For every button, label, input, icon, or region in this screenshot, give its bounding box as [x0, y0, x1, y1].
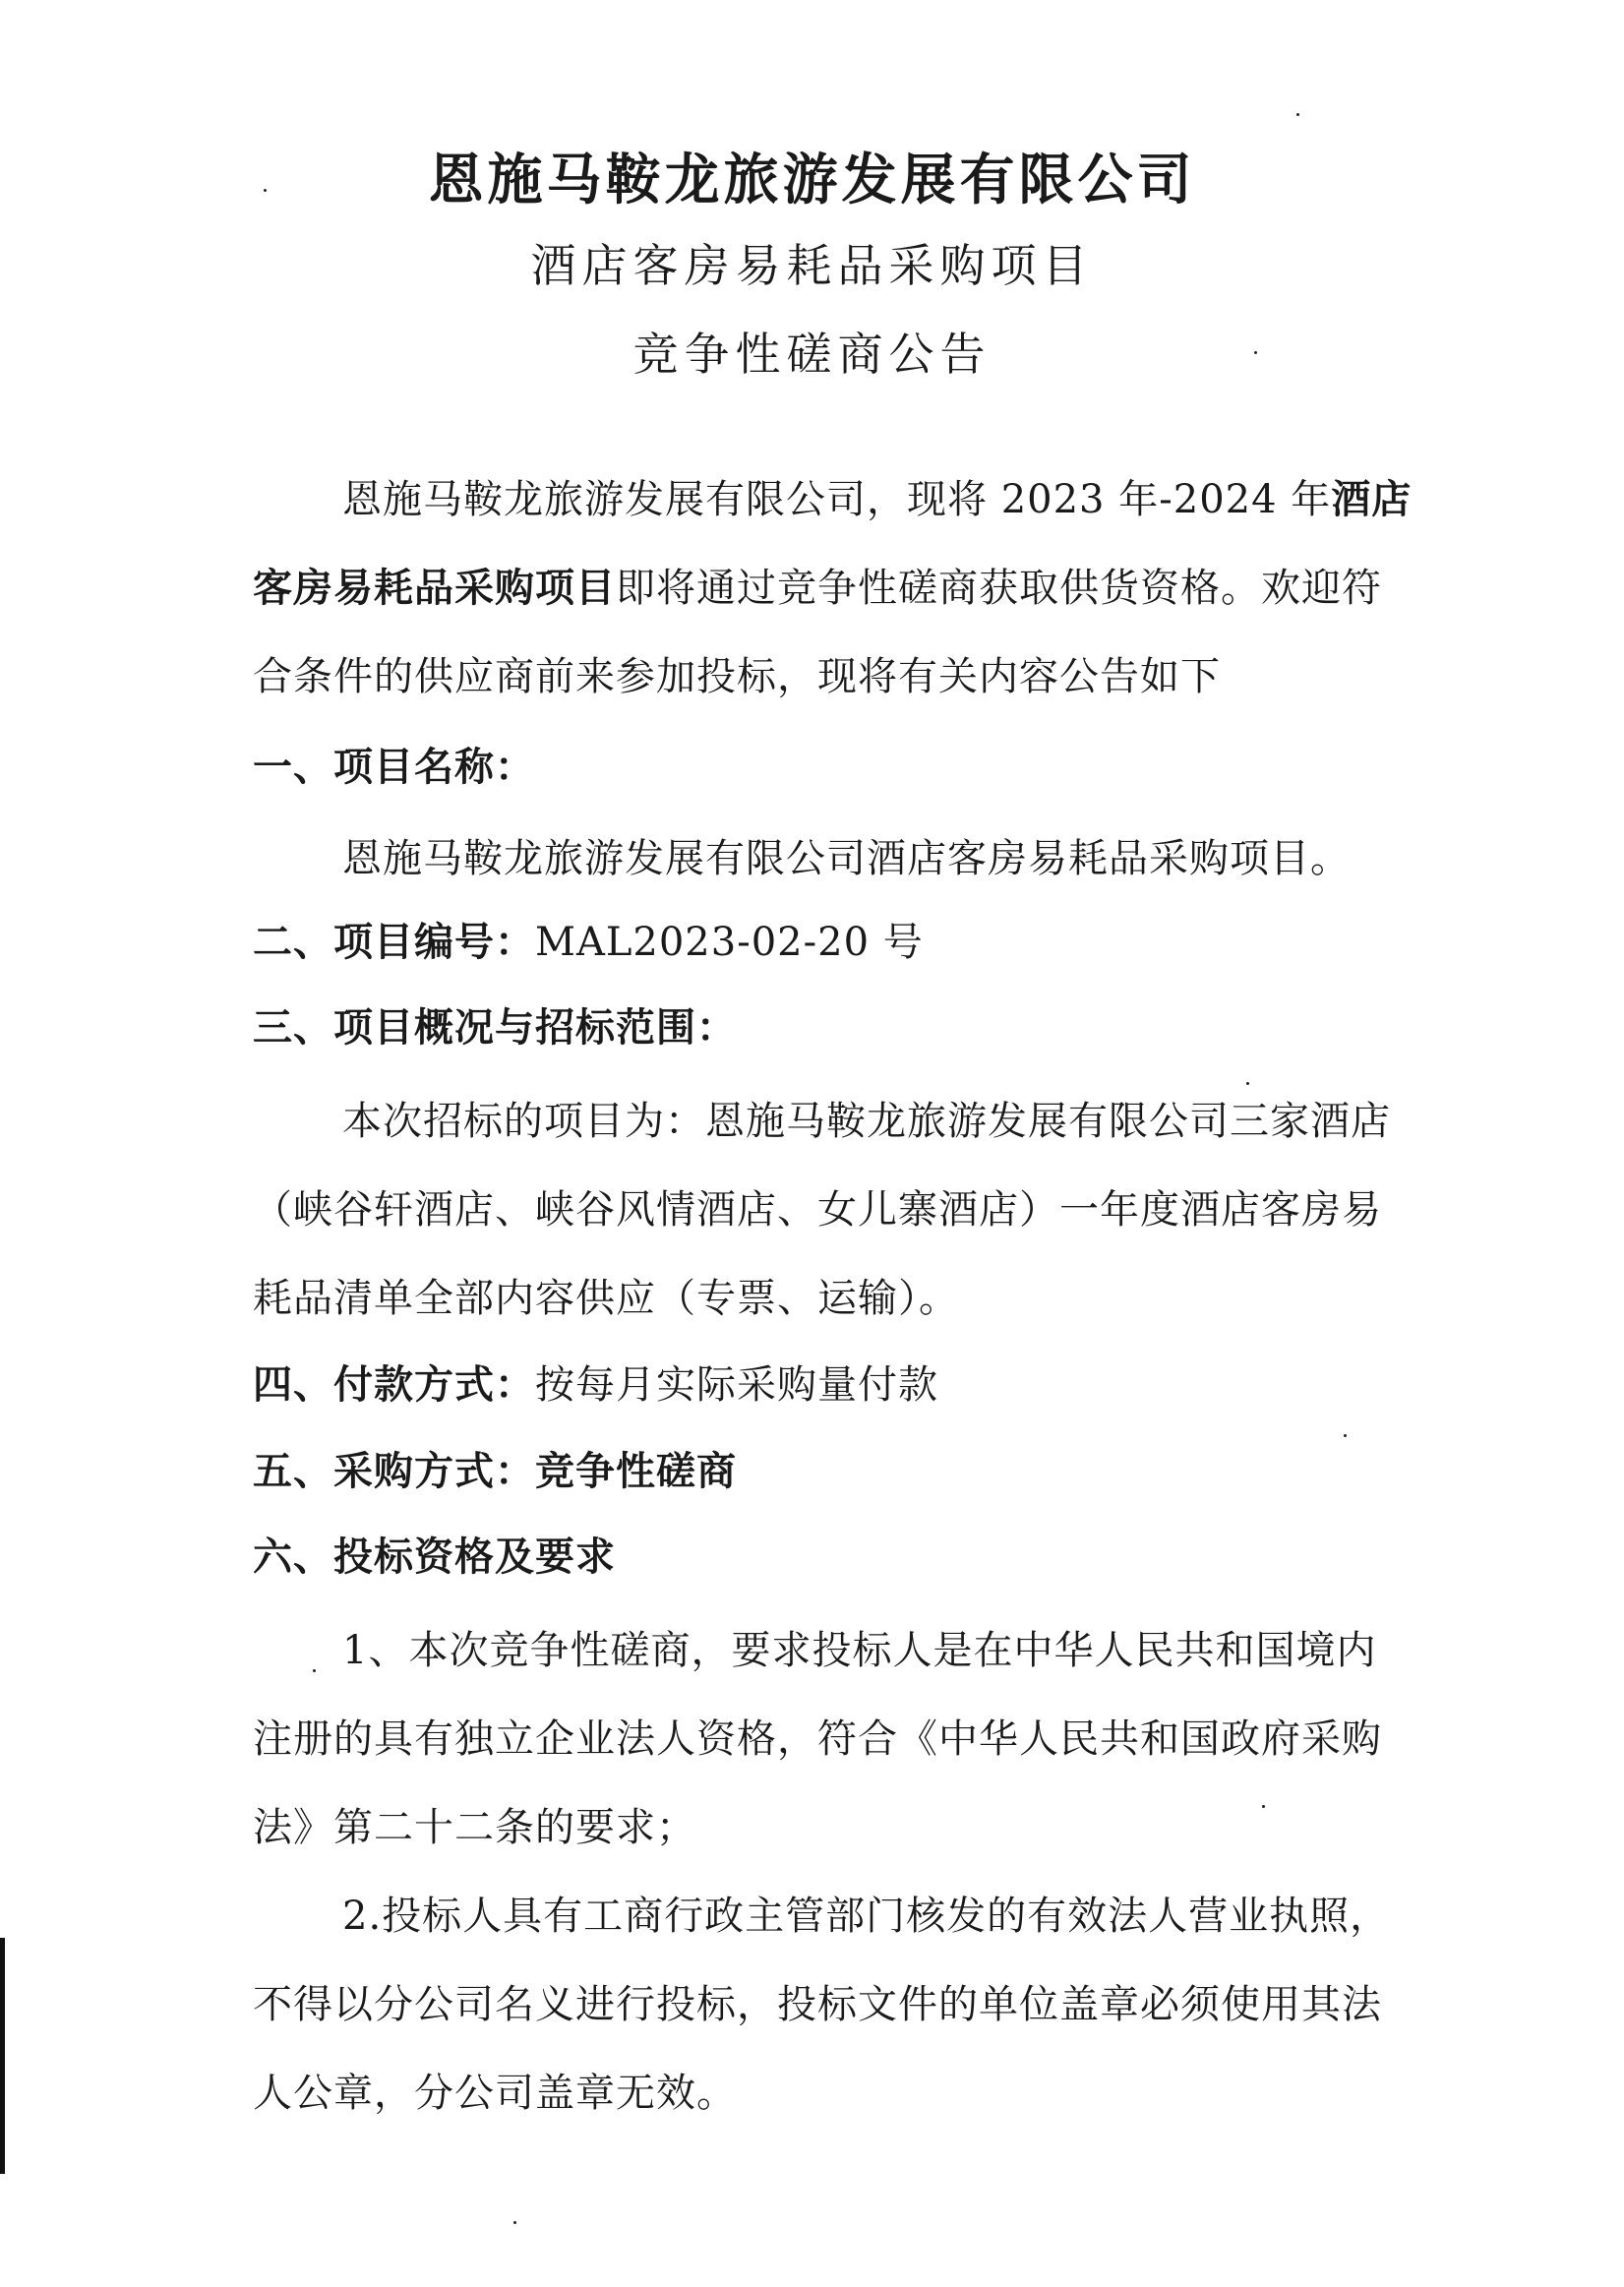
scan-edge-mark — [0, 1938, 5, 2174]
section-3-body-1: 本次招标的项目为：恩施马鞍龙旅游发展有限公司三家酒店 — [342, 1099, 1391, 1144]
notice-type-subtitle: 竞争性磋商公告 — [632, 328, 992, 381]
intro-line-2 — [253, 561, 1382, 616]
section-3-heading: 三、项目概况与招标范围： — [253, 1004, 737, 1051]
section-3-body-3: 耗品清单全部内容供应（专票、运输）。 — [253, 1276, 959, 1321]
section-6-item-2-line-2: 不得以分公司名义进行投标，投标文件的单位盖章必须使用其法 — [253, 1982, 1382, 2027]
section-2-line — [253, 915, 924, 970]
section-6-heading: 六、投标资格及要求 — [253, 1534, 616, 1580]
section-3-body-2: （峡谷轩酒店、峡谷风情酒店、女儿寨酒店）一年度酒店客房易 — [253, 1187, 1382, 1233]
section-6-item-2-line-1: 2.投标人具有工商行政主管部门核发的有效法人营业执照， — [342, 1894, 1391, 1939]
section-5-heading: 五、采购方式： — [253, 1448, 535, 1494]
scan-speck — [1254, 351, 1257, 354]
company-title: 恩施马鞍龙旅游发展有限公司 — [428, 148, 1196, 212]
scan-speck — [513, 2221, 516, 2224]
intro-line-1-bold: 酒店 — [1331, 476, 1413, 522]
intro-line-2-text: 即将通过竞争性磋商获取供货资格。欢迎符 — [616, 566, 1382, 611]
scan-speck — [264, 189, 267, 192]
section-5-line — [253, 1444, 737, 1499]
scan-speck — [1262, 1805, 1265, 1808]
section-6-item-1-line-2: 注册的具有独立企业法人资格，符合《中华人民共和国政府采购 — [253, 1716, 1382, 1762]
section-2-heading: 二、项目编号： — [253, 919, 535, 965]
intro-line-1 — [342, 472, 1412, 527]
section-1-body: 恩施马鞍龙旅游发展有限公司酒店客房易耗品采购项目。 — [342, 836, 1351, 881]
intro-line-1-text: 恩施马鞍龙旅游发展有限公司，现将 2023 年-2024 年 — [342, 477, 1332, 522]
scan-speck — [1344, 1434, 1347, 1437]
intro-line-2-bold: 客房易耗品采购项目 — [253, 565, 616, 611]
section-4-heading: 四、付款方式： — [253, 1361, 535, 1408]
section-1-heading: 一、项目名称： — [253, 744, 535, 790]
scan-speck — [1246, 1082, 1249, 1085]
section-4-line — [253, 1357, 938, 1413]
section-2-value: MAL2023-02-20 号 — [535, 920, 924, 965]
section-4-value: 按每月实际采购量付款 — [535, 1362, 938, 1408]
project-subtitle: 酒店客房易耗品采购项目 — [530, 239, 1094, 292]
intro-line-3: 合条件的供应商前来参加投标，现将有关内容公告如下 — [253, 654, 1221, 699]
section-5-value: 竞争性磋商 — [535, 1448, 737, 1494]
section-6-item-1-line-1: 1、本次竞争性磋商，要求投标人是在中华人民共和国境内 — [342, 1628, 1377, 1673]
section-6-item-2-line-3: 人公章，分公司盖章无效。 — [253, 2071, 737, 2116]
scan-speck — [313, 1669, 316, 1672]
section-6-item-1-line-3: 法》第二十二条的要求； — [253, 1805, 696, 1850]
scan-speck — [1296, 113, 1299, 116]
